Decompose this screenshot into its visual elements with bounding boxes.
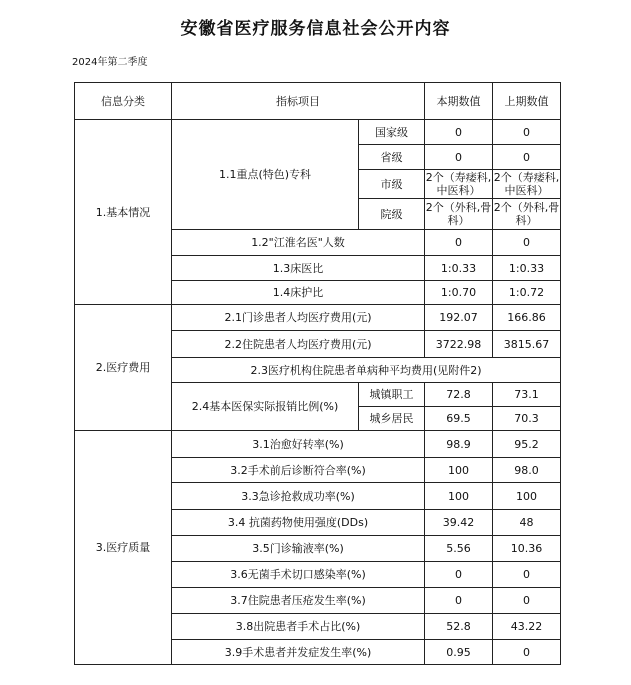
value-previous: 0 [493,120,561,145]
value-current: 0.95 [425,640,493,665]
value-previous: 10.36 [493,536,561,562]
indicator-insurance-reimbursement: 2.4基本医保实际报销比例(%) [172,383,359,431]
indicator-surgery-share: 3.8出院患者手术占比(%) [172,614,425,640]
value-current: 39.42 [425,510,493,536]
indicator-pressure-ulcer-rate: 3.7住院患者压疮发生率(%) [172,588,425,614]
header-current: 本期数值 [425,83,493,120]
disclosure-table [74,82,561,665]
value-current: 98.9 [425,431,493,458]
value-previous: 2个（寿痿科,中医科） [493,171,560,197]
value-current: 0 [425,588,493,614]
page-title: 安徽省医疗服务信息社会公开内容 [180,19,451,39]
indicator-key-specialty: 1.1重点(特色)专科 [172,120,359,230]
indicator-bed-doctor-ratio: 1.3床医比 [172,256,425,281]
value-previous: 43.22 [493,614,561,640]
header-row [75,83,561,120]
category-basic-info: 1.基本情况 [75,120,172,305]
value-current: 2个（外科,骨科） [425,199,493,230]
value-current: 52.8 [425,614,493,640]
value-current: 100 [425,458,493,483]
header-indicator: 指标项目 [172,83,425,120]
indicator-emergency-success: 3.3急诊抢救成功率(%) [172,483,425,510]
level-hospital: 院级 [359,199,425,230]
value-current: 5.56 [425,536,493,562]
indicator-infection-rate: 3.6无菌手术切口感染率(%) [172,562,425,588]
value-current: 2个（寿痿科,中医科） [425,171,492,197]
value-previous: 73.1 [493,383,561,407]
indicator-cure-rate: 3.1治愈好转率(%) [172,431,425,458]
value-previous: 95.2 [493,431,561,458]
value-current: 0 [425,562,493,588]
value-previous: 0 [493,145,561,170]
indicator-antibiotic-intensity: 3.4 抗菌药物使用强度(DDs) [172,510,425,536]
level-city: 市级 [359,170,425,199]
table-row [75,120,561,145]
indicator-inpatient-cost: 2.2住院患者人均医疗费用(元) [172,331,425,358]
value-current: 100 [425,483,493,510]
report-period: 2024年第二季度 [72,57,148,68]
category-medical-quality: 3.医疗质量 [75,431,172,665]
indicator-complication-rate: 3.9手术患者并发症发生率(%) [172,640,425,665]
value-previous: 2个（外科,骨科） [493,199,561,230]
level-provincial: 省级 [359,145,425,170]
value-previous: 0 [493,562,561,588]
header-category: 信息分类 [75,83,172,120]
indicator-outpatient-cost: 2.1门诊患者人均医疗费用(元) [172,305,425,331]
value-current: 72.8 [425,383,493,407]
value-current: 192.07 [425,305,493,331]
value-current: 0 [425,145,493,170]
value-current: 0 [425,120,493,145]
indicator-single-disease-cost: 2.3医疗机构住院患者单病种平均费用(见附件2) [172,358,561,383]
value-previous: 0 [493,588,561,614]
value-previous: 3815.67 [493,331,561,358]
value-current: 1:0.33 [425,256,493,281]
indicator-famous-doctors: 1.2"江淮名医"人数 [172,230,425,256]
value-current: 3722.98 [425,331,493,358]
insurance-urban-employees: 城镇职工 [359,383,425,407]
value-previous: 0 [493,640,561,665]
indicator-diagnosis-accuracy: 3.2手术前后诊断符合率(%) [172,458,425,483]
table-row [75,305,561,331]
indicator-bed-nurse-ratio: 1.4床护比 [172,281,425,305]
level-national: 国家级 [359,120,425,145]
value-previous: 100 [493,483,561,510]
header-previous: 上期数值 [493,83,561,120]
value-previous: 1:0.72 [493,281,561,305]
value-previous: 166.86 [493,305,561,331]
value-previous: 70.3 [493,407,561,431]
value-previous: 1:0.33 [493,256,561,281]
value-current: 69.5 [425,407,493,431]
value-previous: 48 [493,510,561,536]
value-previous: 98.0 [493,458,561,483]
value-current: 1:0.70 [425,281,493,305]
insurance-urban-rural-residents: 城乡居民 [359,407,425,431]
table-row [75,431,561,458]
indicator-infusion-rate: 3.5门诊输液率(%) [172,536,425,562]
value-current: 0 [425,230,493,256]
category-medical-costs: 2.医疗费用 [75,305,172,431]
value-previous: 0 [493,230,561,256]
